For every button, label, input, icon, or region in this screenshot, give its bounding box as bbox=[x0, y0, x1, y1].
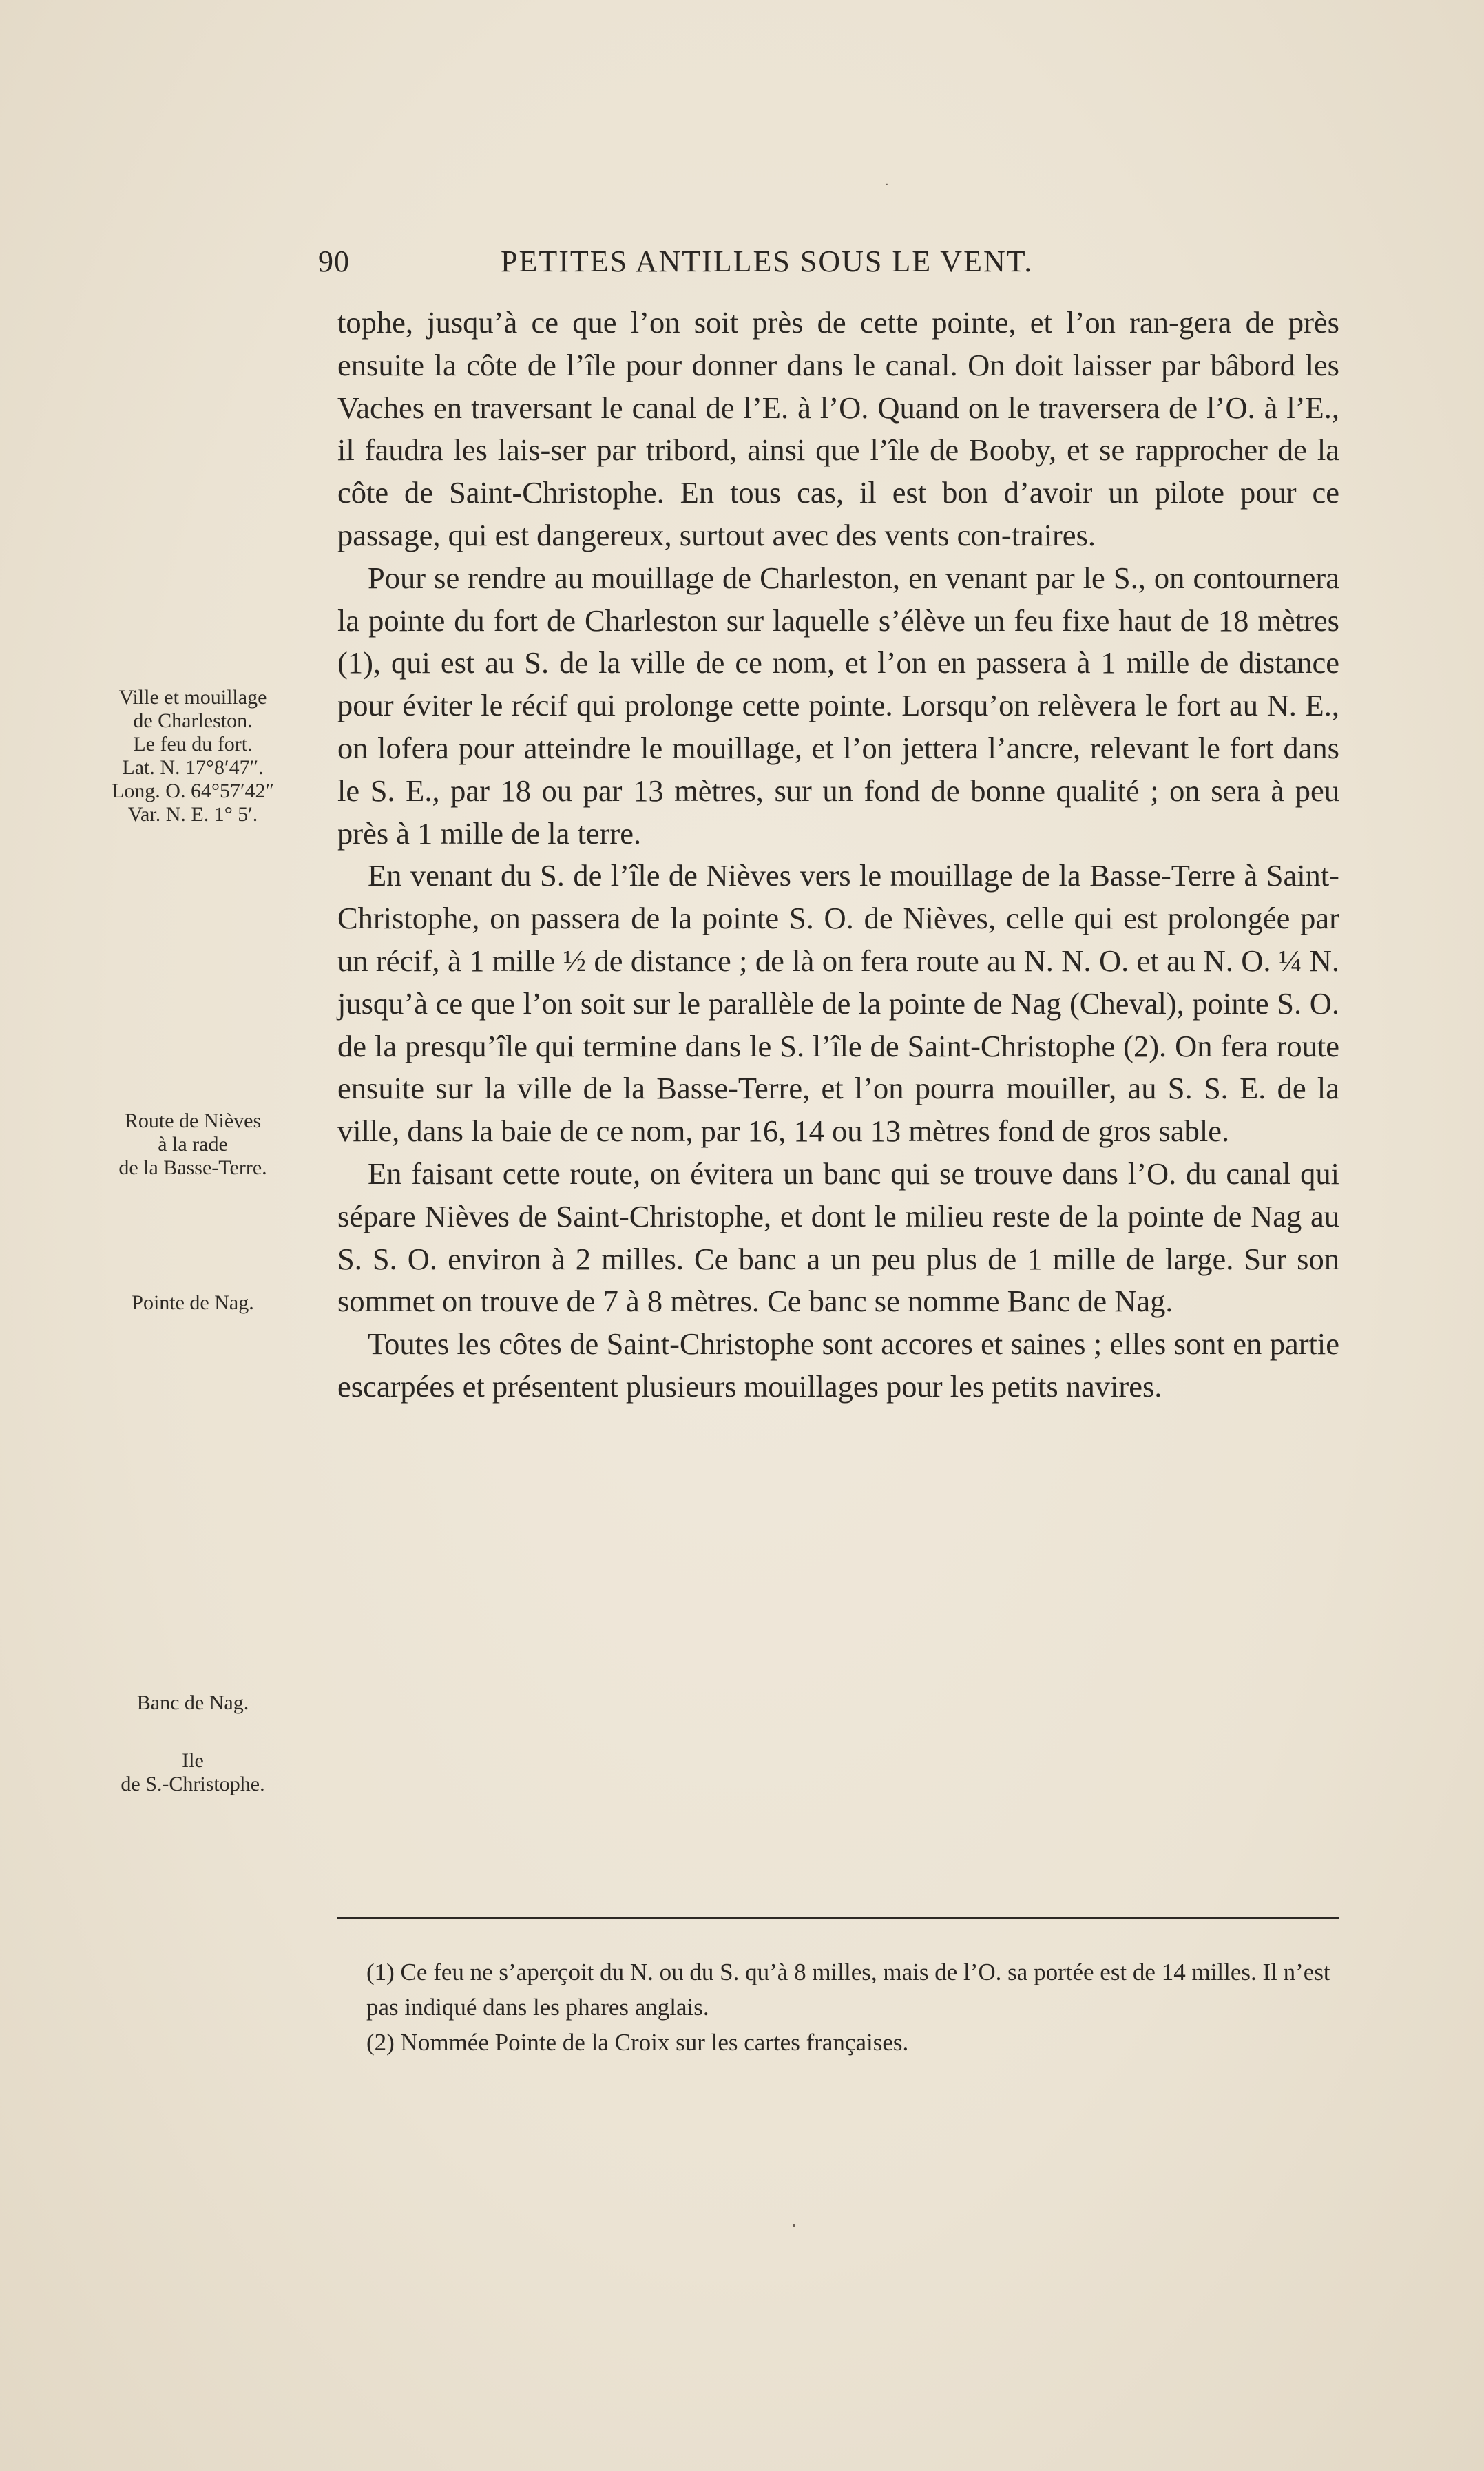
footnote-2: (2) Nommée Pointe de la Croix sur les cartes françaises. bbox=[366, 2029, 909, 2056]
page-header bbox=[318, 244, 1337, 285]
margin-note-line: Lat. N. 17°8′47″. bbox=[122, 756, 264, 779]
footnotes bbox=[366, 1954, 1344, 2060]
main-text bbox=[337, 302, 1339, 1408]
margin-note-line: de Charleston. bbox=[133, 709, 253, 732]
margin-note-nieves-route bbox=[62, 1109, 324, 1180]
margin-note-line: Ville et mouillage bbox=[118, 686, 267, 709]
page-number: 90 bbox=[318, 244, 350, 278]
margin-note-line: à la rade bbox=[158, 1133, 228, 1156]
footnote-rule bbox=[337, 1917, 1339, 1919]
margin-note-ile bbox=[62, 1749, 324, 1796]
paragraph-continuation: tophe, jusqu’à ce que l’on soit près de cette pointe, et l’on ran-gera de près ensuite la côte de l’île pour donner dans le canal. On doit laisser par bâbord les Vaches en traversant le canal de l’E. à l’O. Quand on le traversera de l’O. à l’E., il faudra les lais-ser par tribord, ainsi que l’île de Booby, et se rapprocher de la côte de Saint-Christophe. En tous cas, il est bon d’avoir un pilote pour ce passage, qui est dangereux, surtout avec des vents con-traires. bbox=[337, 305, 1339, 552]
paper-speck: · bbox=[885, 178, 889, 192]
footnote-1: (1) Ce feu ne s’aperçoit du N. ou du S. qu’à 8 milles, mais de l’O. sa portée est de 14 milles. Il n’est pas indiqué dans les phares anglais. bbox=[366, 1959, 1330, 2021]
margin-note-charleston bbox=[62, 686, 324, 826]
margin-note-line: Pointe de Nag. bbox=[132, 1291, 254, 1314]
margin-note-line: de S.-Christophe. bbox=[121, 1773, 265, 1795]
paragraph-saint-christophe-coasts: Toutes les côtes de Saint-Christophe sont accores et saines ; elles sont en partie escarpées et présentent plusieurs mouillages pour les petits navires. bbox=[337, 1326, 1339, 1404]
paper-speck: · bbox=[791, 2214, 797, 2238]
margin-note-line: Le feu du fort. bbox=[133, 733, 253, 755]
margin-note-nag-point bbox=[62, 1291, 324, 1315]
margin-note-line: Ile bbox=[182, 1749, 204, 1772]
margin-note-line: Banc de Nag. bbox=[136, 1691, 249, 1714]
margin-note-line: Route de Nièves bbox=[124, 1109, 262, 1132]
paragraph-nieves-route: En venant du S. de l’île de Nièves vers le mouillage de la Basse-Terre à Saint-Christophe, on passera de la pointe S. O. de Nièves, celle qui est prolongée par un récif, à 1 mille ½ de distance ; de là on fera route au N. N. O. et au N. O. ¼ N. jusqu’à ce que l’on soit sur le parallèle de la pointe de Nag (Cheval), pointe S. O. de la presqu’île qui termine dans le S. l’île de Saint-Christophe (2). On fera route ensuite sur la ville de la Basse-Terre, et l’on pourra mouiller, au S. S. E. de la ville, dans la baie de ce nom, par 16, 14 ou 13 mètres fond de gros sable. bbox=[337, 858, 1339, 1149]
margin-note-line: de la Basse-Terre. bbox=[118, 1156, 267, 1179]
margin-note-line: Long. O. 64°57′42″ bbox=[111, 780, 275, 802]
margin-note-line: Var. N. E. 1° 5′. bbox=[127, 803, 258, 826]
paragraph-charleston: Pour se rendre au mouillage de Charleston, en venant par le S., on contournera la pointe du fort de Charleston sur laquelle s’élève un feu fixe haut de 18 mètres (1), qui est au S. de la ville de ce nom, et l’on en passera à 1 mille de distance pour éviter le récif qui prolonge cette pointe. Lorsqu’on relèvera le fort au N. E., on lofera pour atteindre le mouillage, et l’on jettera l’ancre, relevant le fort dans le S. E., par 18 ou par 13 mètres, sur un fond de bonne qualité ; on sera à peu près à 1 mille de la terre. bbox=[337, 560, 1339, 851]
margin-note-nag-bank bbox=[62, 1691, 324, 1715]
paragraph-nag-bank: En faisant cette route, on évitera un banc qui se trouve dans l’O. du canal qui sépare Nièves de Saint-Christophe, et dont le milieu reste de la pointe de Nag au S. S. O. environ à 2 milles. Ce banc a un peu plus de 1 mille de large. Sur son sommet on trouve de 7 à 8 mètres. Ce banc se nomme Banc de Nag. bbox=[337, 1156, 1339, 1319]
running-title: PETITES ANTILLES SOUS LE VENT. bbox=[501, 244, 1034, 278]
